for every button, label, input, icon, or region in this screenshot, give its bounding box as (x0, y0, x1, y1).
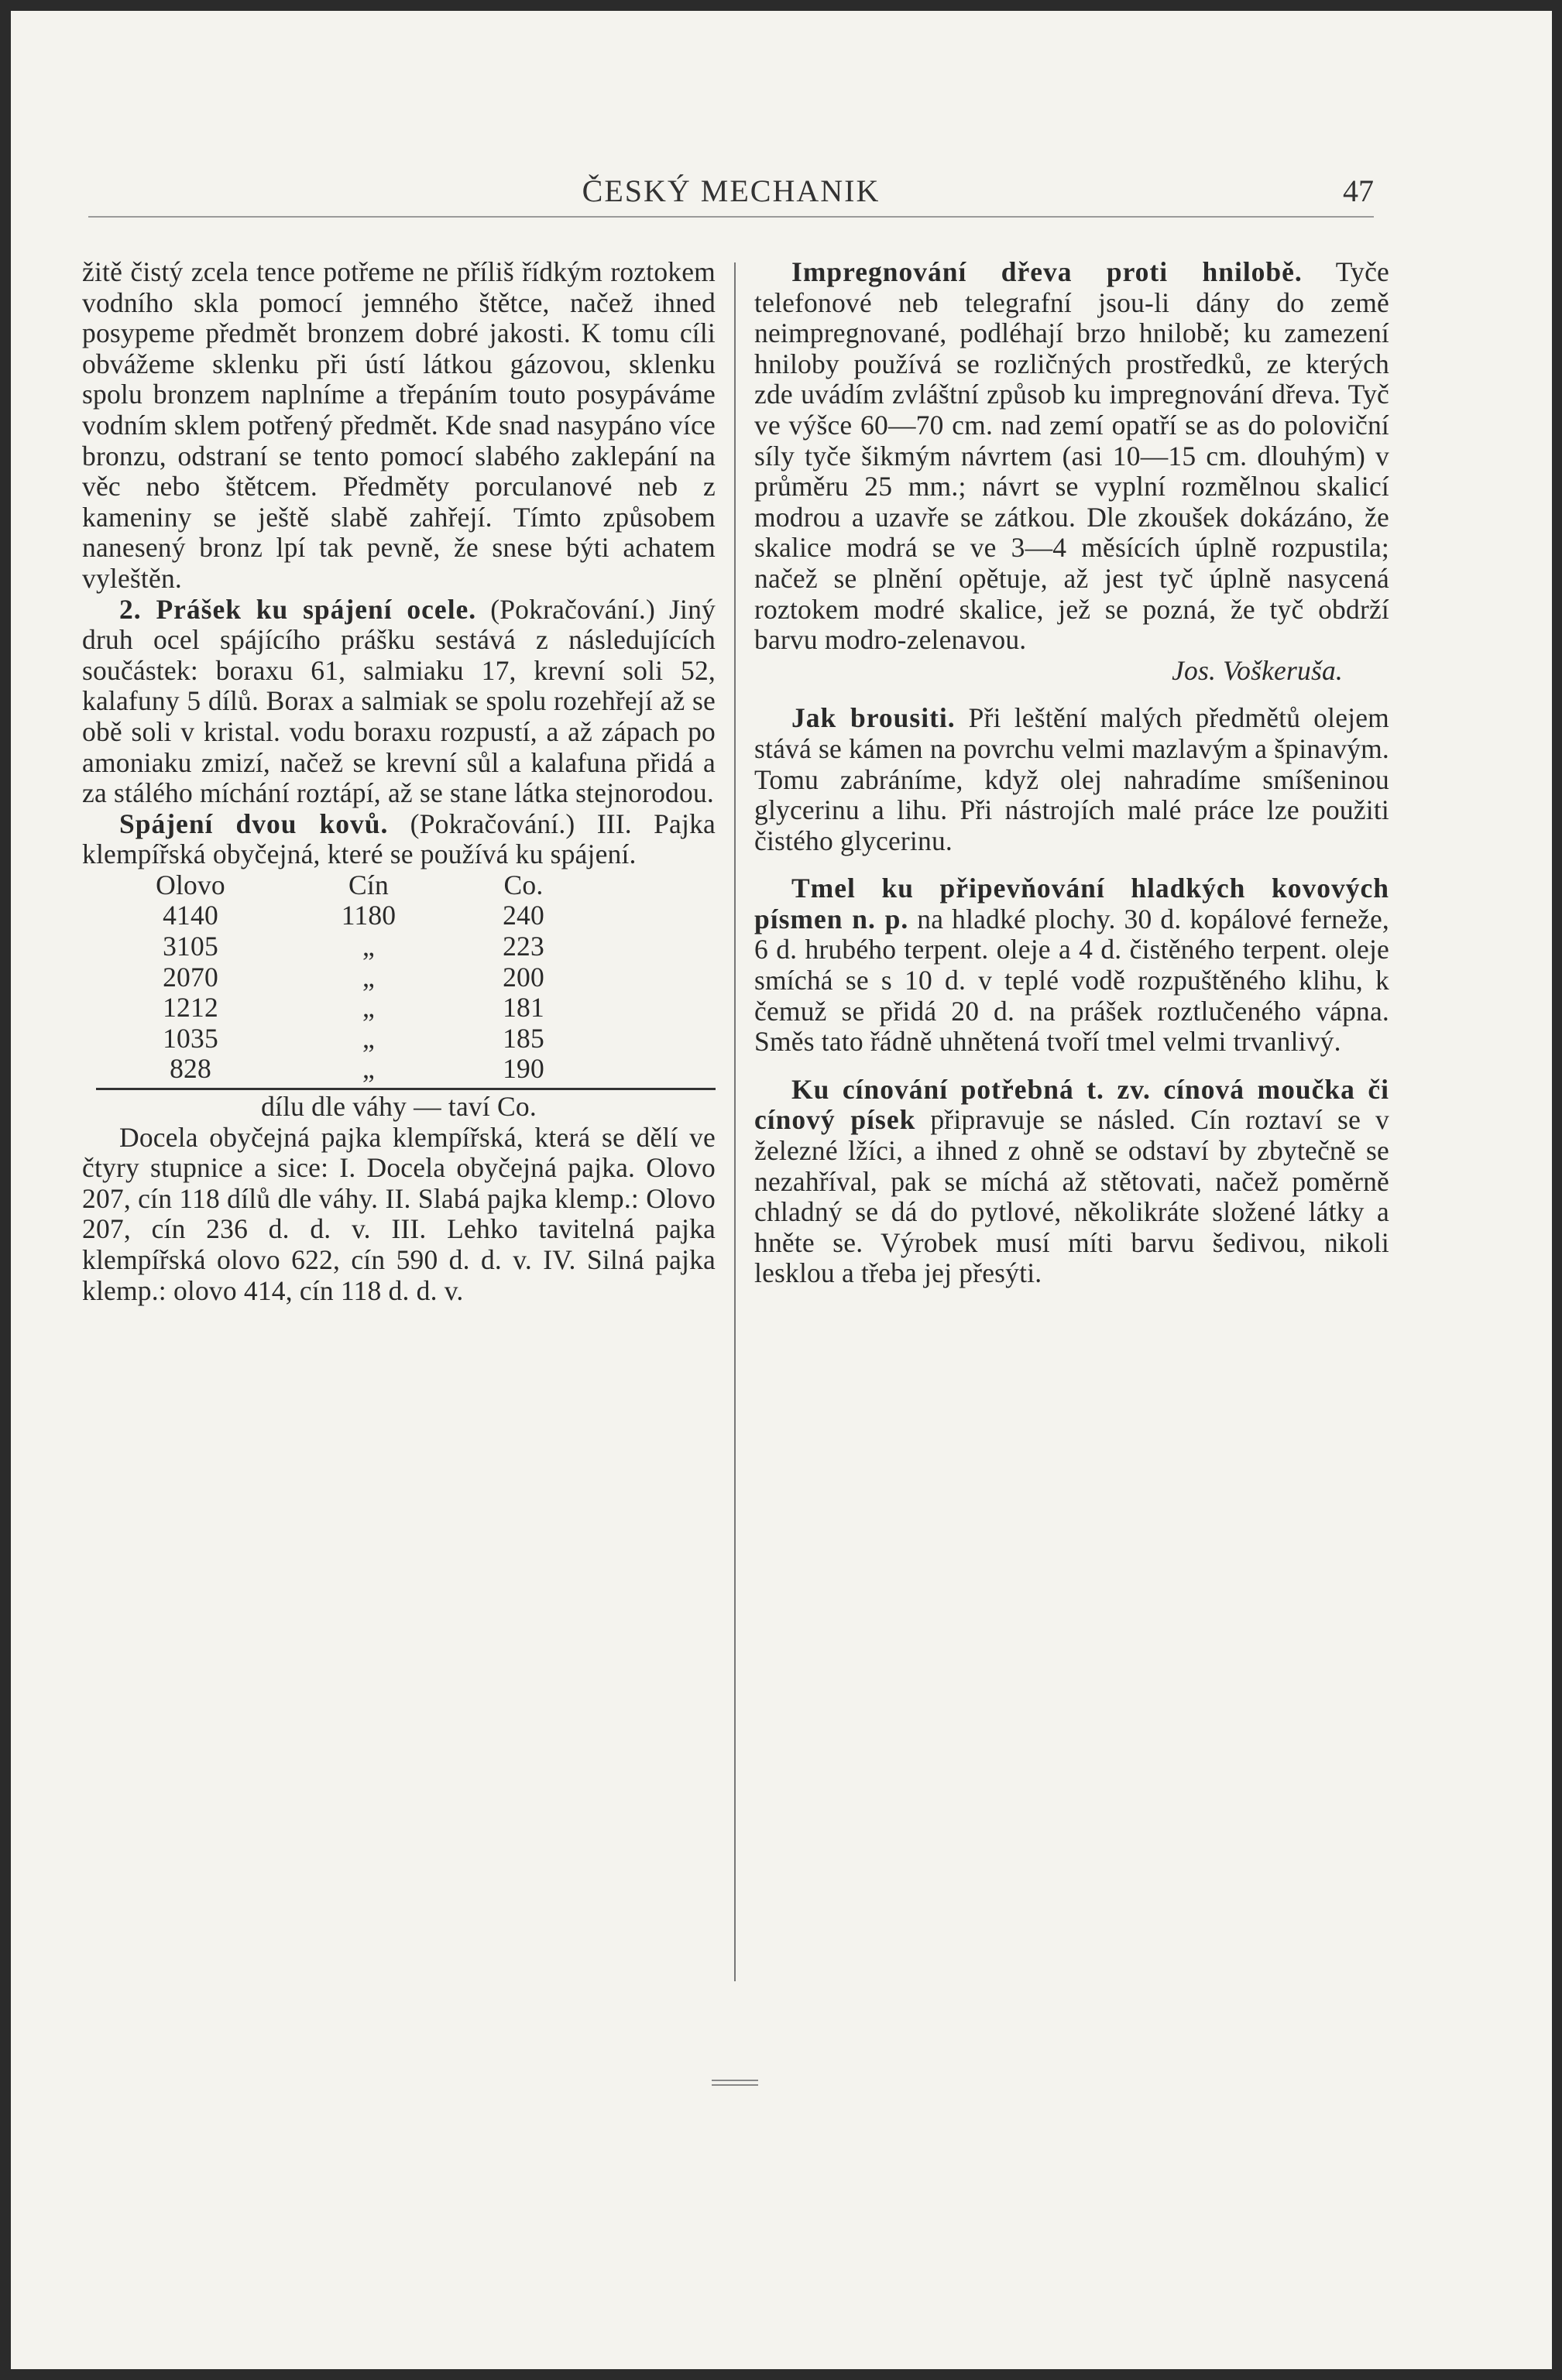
steel-soldering-paragraph (82, 595, 716, 809)
running-title: ČESKÝ MECHANIK (582, 173, 881, 208)
column-divider (734, 262, 736, 1981)
cement-paragraph (754, 873, 1389, 1058)
wood-impregnation-text: Tyče telefonové neb telegrafní jsou-li dány do země neimpregnované, podléhají brzo hnilobě; ku zamezení hniloby používá se rozličných prostředků, ze kterých zde uvádím zvláštní způsob ku impregnování dřeva. Tyč ve výšce 60—70 cm. nad zemí opatří se as do poloviční síly tyče šikmým návrtem (asi 10—15 cm. dlouhým) v průměru 25 mm.; návrt se vyplní rozmělnou skalicí modrou a uzavře se zátkou. Dle zkoušek dokázáno, že skalice modrá se ve 3—4 měsících úplně rozpustila; načež se plnění opětuje, až jest tyč úplně nasycená roztokem modré skalice, jež se pozná, že tyč obdrží barvu modro-zelenavou. (754, 256, 1389, 656)
alloy-table-row (82, 962, 716, 993)
alloy-cell: „ (362, 931, 375, 962)
alloy-header-co: Co. (503, 869, 544, 900)
wood-impregnation-paragraph (754, 257, 1389, 656)
alloy-table-header (82, 870, 716, 901)
alloy-header-lead: Olovo (156, 869, 225, 900)
alloy-table-row (82, 993, 716, 1024)
alloy-table-rule (96, 1088, 716, 1090)
alloy-cell: 190 (503, 1053, 544, 1085)
alloy-cell: „ (362, 1053, 375, 1085)
alloy-cell: 4140 (163, 900, 218, 931)
tinning-title: Ku cínování potřebná t. zv. cínová moučka či cínový písek (754, 1073, 1389, 1136)
alloy-cell: 223 (503, 931, 544, 962)
alloy-cell: 828 (170, 1053, 211, 1085)
metal-soldering-title: Spájení dvou kovů. (119, 808, 389, 839)
tinning-paragraph (754, 1075, 1389, 1289)
section-gap (754, 1058, 1389, 1075)
page-number: 47 (1343, 173, 1374, 208)
alloy-table-row (82, 931, 716, 962)
wood-impregnation-title: Impregnování dřeva proti hnilobě. (791, 256, 1303, 287)
metal-soldering-paragraph (82, 809, 716, 870)
bronzing-paragraph: žitě čistý zcela tence potřeme ne příliš řídkým roztokem vodního skla pomocí jemného štětce, načež ihned posypeme předmět bronzem dobré jakosti. K tomu cíli obvážeme sklenku při ústí látkou gázovou, sklenku spolu bronzem naplníme a třepáním touto posypáváme vodním sklem potřený předmět. Kde snad nasypáno více bronzu, odstraní se tento pomocí slabého zaklepání na věc nebo štětcem. Předměty porculanové neb z kameniny se ještě slabě zahřejí. Tímto způsobem nanesený bronz lpí tak pevně, že snese býti achatem vyleštěn. (82, 256, 716, 594)
alloy-table-row (82, 900, 716, 931)
solder-grades-paragraph: Docela obyčejná pajka klempířská, která se dělí ve čtyry stupnice a sice: I. Docela obyčejná pajka. Olovo 207, cín 118 dílů dle váhy. II. Slabá pajka klemp.: Olovo 207, cín 236 d. d. v. III. Lehko tavitelná pajka klempířská olovo 622, cín 590 d. d. v. IV. Silná pajka klemp.: olovo 414, cín 118 d. d. v. (82, 1121, 716, 1306)
alloy-cell: 200 (503, 961, 544, 993)
left-column (82, 257, 716, 1306)
alloy-cell: 3105 (163, 931, 218, 962)
alloy-cell: 1180 (341, 900, 397, 931)
steel-soldering-title: 2. Prášek ku spájení ocele. (119, 593, 477, 625)
tinning-text: připravuje se násled. Cín roztaví se v železné lžíci, a ihned z ohně se odstaví by zbytečně se nezahříval, pak se míchá až stětovati, načež poměrně chladný se dá do pytlové, několikráte složené látky a hněte se. Výrobek musí míti barvu šedivou, nikoli lesklou a třeba jej přesýti. (754, 1104, 1389, 1289)
alloy-cell: 2070 (163, 961, 218, 993)
alloy-cell: 1212 (163, 992, 218, 1024)
grinding-title: Jak brousiti. (791, 702, 956, 734)
alloy-cell: „ (362, 1022, 375, 1054)
section-gap (754, 686, 1389, 703)
metal-soldering-text: (Pokračování.) III. Pajka klempířská obyčejná, které se používá ku spájení. (82, 808, 716, 870)
page (11, 11, 1552, 2369)
cement-title: Tmel ku připevňování hladkých kovových písmen n. p. (754, 873, 1389, 935)
end-ornament (712, 2080, 758, 2086)
page-header (88, 170, 1374, 218)
grinding-text: Při leštění malých předmětů olejem stává se kámen na povrchu velmi mazlavým a špinavým. Tomu zabráníme, když olej nahradíme smíšeninou glycerinu a lihu. Při nástrojích malé práce lze použiti čistého glycerinu. (754, 702, 1389, 856)
alloy-table (82, 870, 716, 1123)
alloy-cell: 185 (503, 1022, 544, 1054)
section-gap (754, 856, 1389, 873)
steel-soldering-text: (Pokračování.) Jiný druh ocel spájícího prášku sestává z následujících součástek: boraxu 61, salmiaku 17, krevní soli 52, kalafuny 5 dílů. Borax a salmiak se spolu rozehřejí až se obě soli v kristal. vodu boraxu rozpustí, a až zápach po amoniaku zmizí, načež se krevní sůl a kalafuna přidá a za stálého míchání roztápí, až se stane látka stejnorodou. (82, 593, 716, 809)
grinding-paragraph (754, 703, 1389, 856)
alloy-cell: 1035 (163, 1022, 218, 1054)
alloy-cell: 240 (503, 900, 544, 931)
alloy-cell: „ (362, 961, 375, 993)
alloy-table-row (82, 1054, 716, 1085)
alloy-table-footer: dílu dle váhy — taví Co. (261, 1091, 537, 1123)
cement-text: na hladké plochy. 30 d. kopálové ferneže, 6 d. hrubého terpent. oleje a 4 d. čistěného terpent. oleje smíchá se s 10 d. v teplé vodě rozpuštěného klihu, k čemuž se přidá 20 d. na prášek roztlučeného vápna. Směs tato řádně uhnětená tvoří tmel velmi trvanlivý. (754, 903, 1389, 1058)
author-signature: Jos. Voškeruša. (1172, 654, 1343, 686)
alloy-cell: „ (362, 992, 375, 1024)
alloy-cell: 181 (503, 992, 544, 1024)
alloy-table-row (82, 1024, 716, 1055)
right-column (754, 257, 1389, 1289)
alloy-header-tin: Cín (348, 869, 389, 900)
